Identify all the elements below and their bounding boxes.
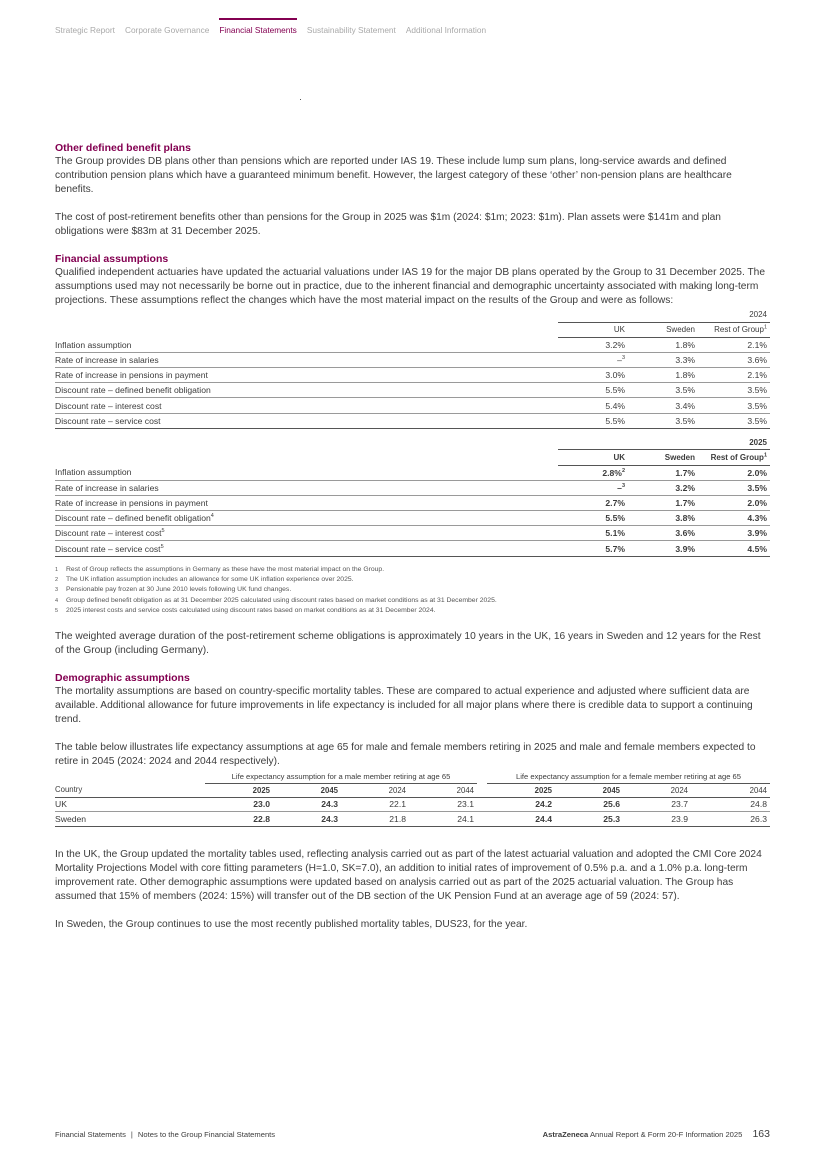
table-row: [55, 368, 770, 383]
col-header-sweden: Sweden: [628, 450, 698, 465]
table-row: [55, 511, 770, 526]
male-value: 23.1: [409, 797, 477, 812]
row-label: Discount rate – interest cost: [55, 398, 558, 413]
value-sweden: 1.8%: [628, 337, 698, 352]
table-row: [55, 812, 770, 827]
footer-section: Financial Statements: [55, 1130, 126, 1139]
table-row: [55, 526, 770, 541]
footnote-ref: 5: [160, 543, 164, 550]
header-row: [55, 322, 770, 337]
female-group-header: Life expectancy assumption for a female member retiring at age 65: [487, 771, 770, 783]
financial-para: Qualified independent actuaries have updated the actuarial valuations under IAS 19 for the major DB plans operated by the Group to 31 December 2025. The assumptions used may not necessarily be borne out in practice, due to the inherent financial and demographic uncertainty associated with making long-term projections. These assumptions reflect the changes which have the most material impact on the results of the Group and were as follows:: [55, 267, 765, 306]
female-value: 24.8: [691, 797, 770, 812]
demographic-para-1: The mortality assumptions are based on country-specific mortality tables. These are compared to actual experience and adjusted where sufficient data are available. Additional allowance for future improvements in life expectancy is included for all major plans where there is credible data to support a continuing trend.: [55, 686, 753, 726]
main-content: [55, 142, 770, 932]
other-db-para-2: The cost of post-retirement benefits other than pensions for the Group in 2025 was $1m (2024: $1m; 2023: $1m). Plan assets were $141m and plan obligations were $83m at 31 December 2025.: [55, 212, 721, 237]
male-value: 22.8: [205, 812, 273, 827]
value-sweden: 1.7%: [628, 465, 698, 480]
nav-item-corporate-governance[interactable]: Corporate Governance: [124, 25, 210, 35]
male-value: 23.0: [205, 797, 273, 812]
row-label: Discount rate – service cost: [55, 413, 558, 428]
footnote-number: 3: [55, 587, 59, 594]
footnote: [55, 606, 770, 616]
demographic-heading: Demographic assumptions: [55, 672, 190, 685]
value-rest-of-group: 2.0%: [698, 465, 770, 480]
female-year-header: 2044: [691, 783, 770, 797]
year-row: [55, 308, 770, 322]
assumptions-table-2024: [55, 308, 770, 429]
table-row: [55, 480, 770, 495]
male-year-header: 2044: [409, 783, 477, 797]
male-value: 24.1: [409, 812, 477, 827]
stray-dot: [300, 99, 301, 100]
female-year-header: 2045: [555, 783, 623, 797]
footer-brand: AstraZeneca: [542, 1130, 589, 1139]
assumptions-table-2025: [55, 436, 770, 557]
nav-item-sustainability-statement[interactable]: Sustainability Statement: [306, 25, 396, 35]
value-uk: 5.7%: [558, 541, 628, 556]
footnote: [55, 596, 770, 606]
footnote-ref: 1: [763, 324, 767, 331]
value-uk: 5.4%: [558, 398, 628, 413]
value-rest-of-group: 4.5%: [698, 541, 770, 556]
nav-item-financial-statements[interactable]: Financial Statements: [219, 20, 296, 35]
row-label: Inflation assumption: [55, 465, 558, 480]
male-year-header: 2045: [273, 783, 341, 797]
col-header-uk: UK: [558, 322, 628, 337]
value-uk: –$^3$: [558, 352, 628, 367]
table-row: [55, 541, 770, 556]
year-row: [55, 436, 770, 450]
table-row: [55, 352, 770, 367]
value-uk: 5.5%: [558, 511, 628, 526]
row-label: Rate of increase in pensions in payment: [55, 495, 558, 510]
footer-left: Financial Statements | Notes to the Group Financial Statements: [55, 1130, 276, 1139]
value-sweden: 3.4%: [628, 398, 698, 413]
male-value: 24.3: [273, 797, 341, 812]
table-row: [55, 495, 770, 510]
financial-heading: Financial assumptions: [55, 253, 169, 265]
row-label: Discount rate – service cost$^5$: [55, 541, 558, 556]
row-label: Discount rate – defined benefit obligation$^4$: [55, 511, 558, 526]
footnote-number: 1: [55, 566, 59, 573]
footnote-ref: 1: [763, 452, 767, 459]
female-value: 24.4: [487, 812, 555, 827]
row-label: Discount rate – interest cost$^5$: [55, 526, 558, 541]
sweden-mortality-para: In Sweden, the Group continues to use the most recently published mortality tables, DUS23, for the year.: [55, 918, 528, 930]
value-rest-of-group: 3.5%: [698, 398, 770, 413]
other-db-para-1: The Group provides DB plans other than pensions which are reported under IAS 19. These include lump sum plans, long-service awards and defined contribution pension plans which have a guaranteed minimum benefit. However, the largest category of these ‘other’ non-pension plans are healthcare benefits.: [55, 156, 732, 195]
value-rest-of-group: 2.1%: [698, 368, 770, 383]
footer-report: Annual Report & Form 20-F Information 2025: [589, 1130, 743, 1139]
value-sweden: 3.3%: [628, 352, 698, 367]
col-header-rest-of-group: Rest of Group$^1$: [698, 322, 770, 337]
row-label: Rate of increase in salaries: [55, 352, 558, 367]
value-rest-of-group: 4.3%: [698, 511, 770, 526]
value-uk: 5.1%: [558, 526, 628, 541]
male-year-header: 2025: [205, 783, 273, 797]
footer-subsection: Notes to the Group Financial Statements: [137, 1130, 276, 1139]
value-uk: 2.7%: [558, 495, 628, 510]
footnotes: [55, 565, 770, 616]
duration-para: The weighted average duration of the post-retirement scheme obligations is approximately 10 years in the UK, 16 years in Sweden and 12 years for the Rest of the Group (including Germany).: [55, 631, 761, 657]
footnote-number: 5: [55, 607, 59, 614]
life-expectancy-table: [55, 771, 770, 827]
male-group-header: Life expectancy assumption for a male member retiring at age 65: [205, 771, 477, 783]
footnote-text: Pensionable pay frozen at 30 June 2010 levels following UK fund changes.: [66, 586, 292, 594]
footnote-number: 4: [55, 597, 59, 604]
footnote-text: The UK inflation assumption includes an allowance for some UK inflation experience over 2025.: [66, 575, 354, 583]
value-sweden: 3.8%: [628, 511, 698, 526]
value-rest-of-group: 3.9%: [698, 526, 770, 541]
group-header-row: [55, 771, 770, 783]
page-footer: [55, 1128, 770, 1140]
female-value: 23.7: [623, 797, 691, 812]
country-name: Sweden: [55, 812, 205, 827]
male-value: 21.8: [341, 812, 409, 827]
country-header: Country: [55, 783, 205, 797]
footnote-text: 2025 interest costs and service costs calculated using discount rates based on market conditions as at 31 December 2024.: [66, 606, 436, 614]
value-rest-of-group: 2.1%: [698, 337, 770, 352]
value-rest-of-group: 3.5%: [698, 480, 770, 495]
value-sweden: 3.9%: [628, 541, 698, 556]
col-header-rest-of-group: Rest of Group$^1$: [698, 450, 770, 465]
female-value: 25.3: [555, 812, 623, 827]
footer-right: [543, 1128, 770, 1140]
year-header-row: [55, 783, 770, 797]
footnote-ref: 2: [621, 467, 625, 474]
row-label: Inflation assumption: [55, 337, 558, 352]
footnote-text: Group defined benefit obligation as at 31 December 2025 calculated using discount rates based on market conditions as at 31 December 2025.: [66, 596, 497, 604]
table-year: 2024: [558, 308, 770, 322]
header-row: [55, 450, 770, 465]
male-value: 22.1: [341, 797, 409, 812]
table-row: [55, 337, 770, 352]
female-year-header: 2025: [487, 783, 555, 797]
male-year-header: 2024: [341, 783, 409, 797]
uk-mortality-para: In the UK, the Group updated the mortality tables used, reflecting analysis carried out as part of the latest actuarial valuation and adopted the CMI Core 2024 Mortality Projections Model with core fitting parameters (H=1.0, SK=7.0), an addition to initial rates of improvement of 0.5% p.a. and a 1.0% p.a. long-term improvement rate. Other demographic assumptions were updated based on analysis carried out as part of the 2025 actuarial valuation. The Group has assumed that 15% of members (2024: 15%) will transfer out of the DB section of the UK Pension Fund at an average age of 59 (2024: 57).: [55, 848, 762, 902]
value-uk: –$^3$: [558, 480, 628, 495]
footnote: [55, 585, 770, 595]
value-sweden: 3.2%: [628, 480, 698, 495]
value-uk: 2.8%$^2$: [558, 465, 628, 480]
row-label: Rate of increase in salaries: [55, 480, 558, 495]
footnote-ref: 3: [621, 482, 625, 489]
footnote-ref: 5: [161, 528, 165, 535]
value-rest-of-group: 3.6%: [698, 352, 770, 367]
table-row: [55, 398, 770, 413]
nav-item-strategic-report[interactable]: Strategic Report: [55, 25, 115, 35]
value-uk: 3.2%: [558, 337, 628, 352]
footnote: [55, 565, 770, 575]
female-year-header: 2024: [623, 783, 691, 797]
table-row: [55, 413, 770, 428]
value-sweden: 3.5%: [628, 383, 698, 398]
value-rest-of-group: 3.5%: [698, 383, 770, 398]
female-value: 26.3: [691, 812, 770, 827]
row-label: Discount rate – defined benefit obligation: [55, 383, 558, 398]
top-navigation: [55, 20, 486, 35]
page-number: 163: [752, 1128, 770, 1140]
value-uk: 5.5%: [558, 383, 628, 398]
other-db-heading: Other defined benefit plans: [55, 142, 191, 154]
table-row: [55, 383, 770, 398]
footnote-ref: 4: [210, 513, 214, 520]
col-header-sweden: Sweden: [628, 322, 698, 337]
col-header-uk: UK: [558, 450, 628, 465]
value-sweden: 3.5%: [628, 413, 698, 428]
table-row: [55, 465, 770, 480]
footnote-ref: 3: [621, 355, 625, 362]
female-value: 23.9: [623, 812, 691, 827]
value-sweden: 1.8%: [628, 368, 698, 383]
footnote-number: 2: [55, 576, 59, 583]
value-sweden: 1.7%: [628, 495, 698, 510]
country-name: UK: [55, 797, 205, 812]
footnote: [55, 575, 770, 585]
value-uk: 5.5%: [558, 413, 628, 428]
value-rest-of-group: 2.0%: [698, 495, 770, 510]
demographic-para-2: The table below illustrates life expectancy assumptions at age 65 for male and female members retiring in 2025 and male and female members expected to retire in 2045 (2024: 2024 and 2044 respectively).: [55, 742, 756, 768]
footnote-text: Rest of Group reflects the assumptions in Germany as these have the most material impact on the Group.: [66, 565, 385, 573]
row-label: Rate of increase in pensions in payment: [55, 368, 558, 383]
table-row: [55, 797, 770, 812]
female-value: 25.6: [555, 797, 623, 812]
female-value: 24.2: [487, 797, 555, 812]
male-value: 24.3: [273, 812, 341, 827]
value-sweden: 3.6%: [628, 526, 698, 541]
nav-item-additional-information[interactable]: Additional Information: [405, 25, 487, 35]
value-rest-of-group: 3.5%: [698, 413, 770, 428]
table-year: 2025: [558, 436, 770, 450]
value-uk: 3.0%: [558, 368, 628, 383]
